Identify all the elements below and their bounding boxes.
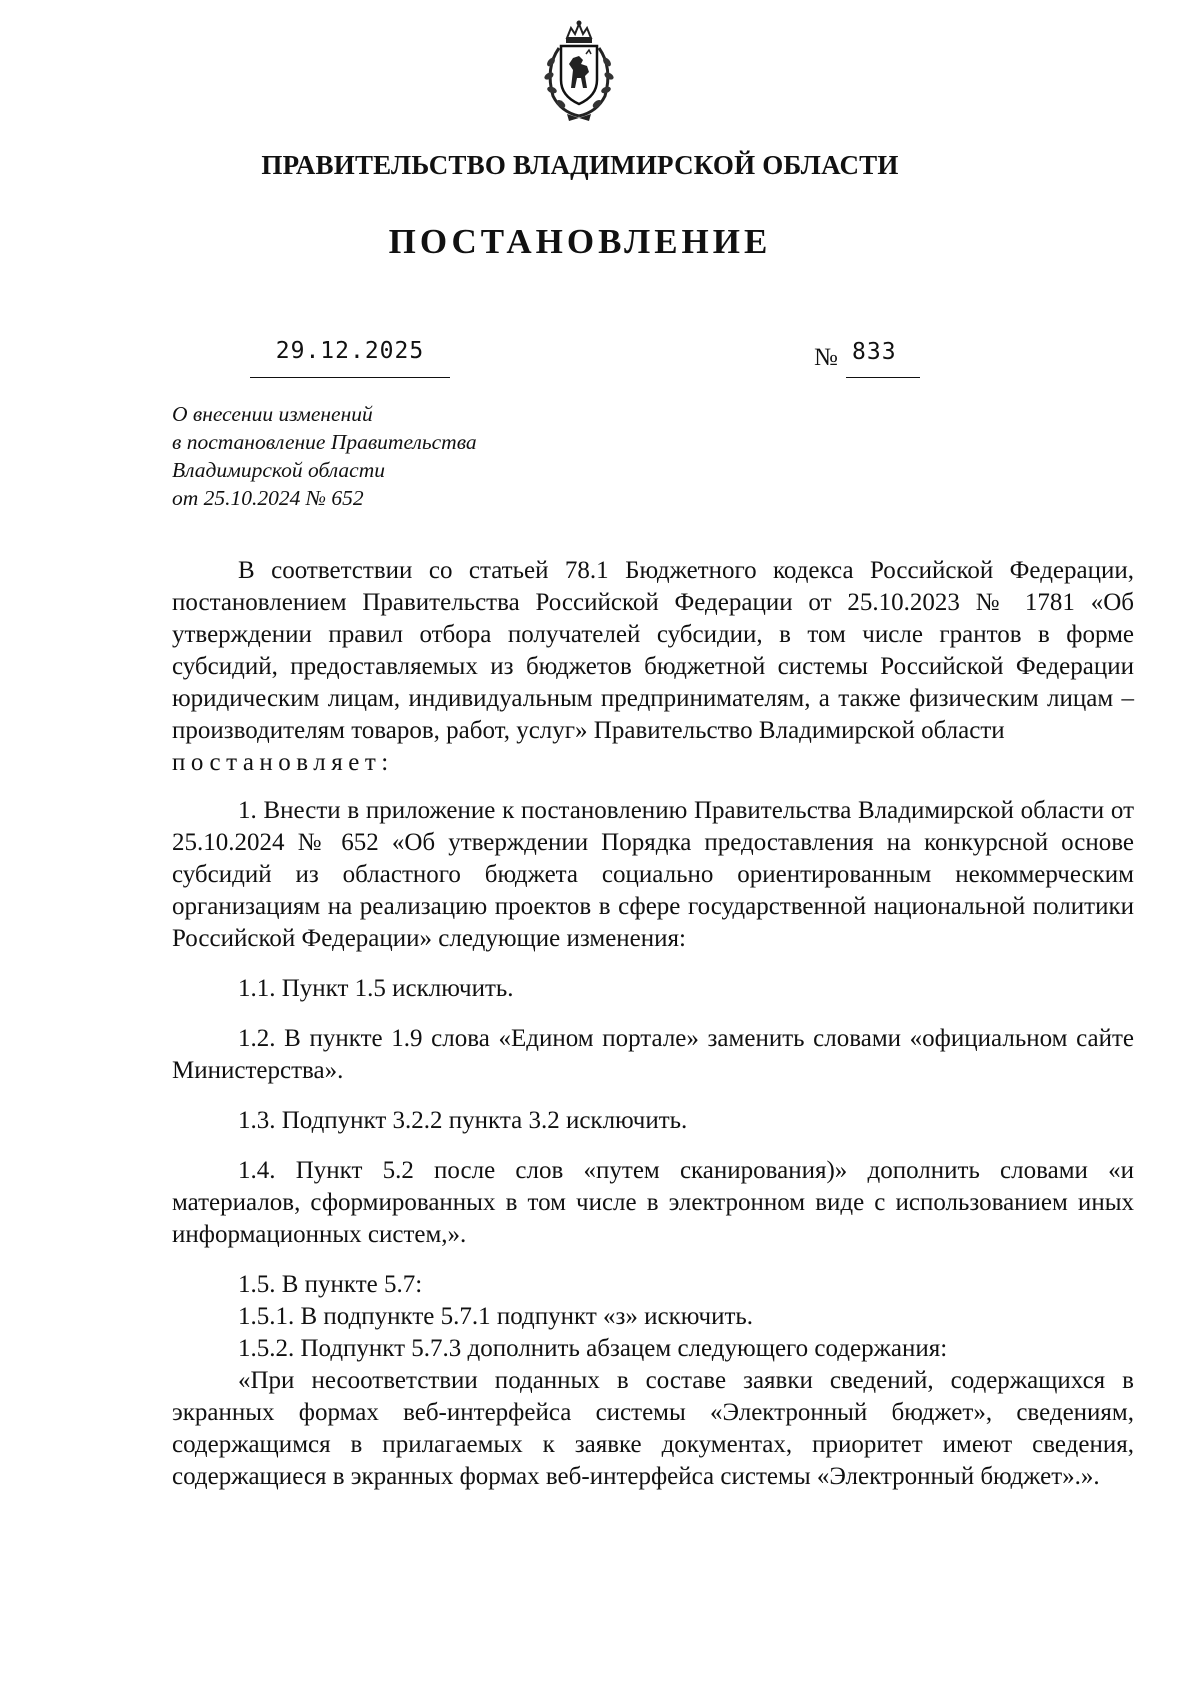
clause-1-5: 1.5. В пункте 5.7: (238, 1271, 423, 1298)
number-sign: № (814, 344, 838, 371)
subject-line: в постановление Правительства (172, 430, 477, 454)
subject-line: Владимирской области (172, 458, 385, 482)
preamble-paragraph (172, 555, 1134, 747)
document-date: 29.12.2025 (275, 338, 425, 364)
clause-1-1: 1.1. Пункт 1.5 исключить. (238, 975, 514, 1002)
document-subject (172, 400, 572, 512)
government-title: ПРАВИТЕЛЬСТВО ВЛАДИМИРСКОЙ ОБЛАСТИ (261, 150, 899, 180)
clause-1-3: 1.3. Подпункт 3.2.2 пункта 3.2 исключить. (238, 1107, 688, 1134)
clause-1: 1. Внести в приложение к постановлению Правительства Владимирской области от 25.10.2024 № 652 «Об утверждении Порядка предоставления на конкурсной основе субсидий из областного бюджета социально ориентированным некоммерческим организациям на реализацию проектов в сфере государственной национальной политики Российской Федерации» следующие изменения: (172, 797, 1134, 952)
preamble-text: В соответствии со статьей 78.1 Бюджетного кодекса Российской Федерации, постановлением Правительства Российской Федерации от 25.10.2023 № 1781 «Об утверждении правил отбора получателей субсидии, в том числе грантов в форме субсидий, предоставляемых из бюджетов бюджетной системы Российской Федерации юридическим лицам, индивидуальным предпринимателям, а также физическим лицам – производителям товаров, работ, услуг» Правительство Владимирской области (172, 557, 1134, 744)
document-type-title: ПОСТАНОВЛЕНИЕ (388, 222, 772, 261)
clause-1-2: 1.2. В пункте 1.9 слова «Едином портале» заменить словами «официальном сайте Министерства». (172, 1025, 1134, 1084)
document-body (172, 555, 1134, 1493)
decree-paragraph (172, 747, 1134, 779)
subject-line: от 25.10.2024 № 652 (172, 486, 364, 510)
quoted-amendment: «При несоответствии поданных в составе заявки сведений, содержащихся в экранных формах веб-интерфейса системы «Электронный бюджет», сведениям, содержащимся в прилагаемых к заявке документах, приоритет имеют сведения, содержащиеся в экранных формах веб-интерфейса системы «Электронный бюджет».». (172, 1367, 1134, 1490)
decree-word: постановляет: (172, 749, 394, 776)
number-underline (846, 377, 920, 378)
document-number: 833 (852, 339, 897, 365)
clause-1-4: 1.4. Пункт 5.2 после слов «путем сканирования)» дополнить словами «и материалов, сформированных в том числе в электронном виде с использованием иных информационных систем,». (172, 1157, 1134, 1248)
clause-1-5-2: 1.5.2. Подпункт 5.7.3 дополнить абзацем следующего содержания: (238, 1335, 948, 1362)
subject-line: О внесении изменений (172, 402, 373, 426)
date-underline (250, 377, 450, 378)
coat-of-arms-icon (531, 18, 627, 122)
clause-1-5-1: 1.5.1. В подпункте 5.7.1 подпункт «з» искючить. (238, 1303, 754, 1330)
